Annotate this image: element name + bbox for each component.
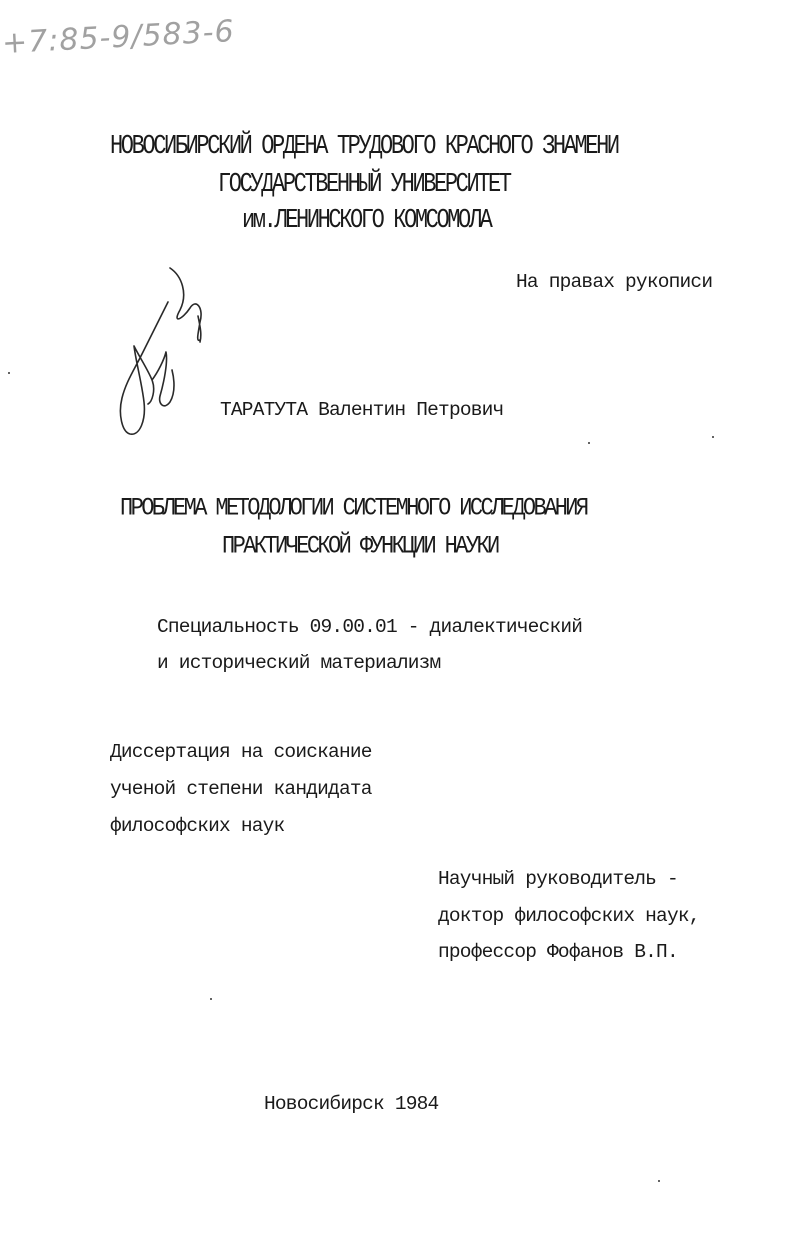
scan-speck: [8, 372, 10, 374]
manuscript-note: На правах рукописи: [516, 271, 713, 293]
supervisor-line-3: профессор Фофанов В.П.: [438, 941, 678, 963]
scan-speck: [712, 436, 714, 438]
institution-line-1: НОВОСИБИРСКИЙ ОРДЕНА ТРУДОВОГО КРАСНОГО ЗНАМЕНИ: [110, 131, 618, 162]
dissertation-line-1: Диссертация на соискание: [110, 741, 372, 763]
scan-speck: [588, 442, 590, 444]
supervisor-line-2: доктор философских наук,: [438, 905, 700, 927]
dissertation-line-2: ученой степени кандидата: [110, 778, 372, 800]
city-year: Новосибирск 1984: [264, 1093, 439, 1115]
dissertation-title-line-1: ПРОБЛЕМА МЕТОДОЛОГИИ СИСТЕМНОГО ИССЛЕДОВАНИЯ: [120, 493, 587, 523]
dissertation-line-3: философских наук: [110, 815, 285, 837]
signature-icon: [112, 262, 212, 442]
specialty-line-2: и исторический материализм: [157, 652, 441, 674]
author-name: ТАРАТУТА Валентин Петрович: [220, 399, 504, 421]
archive-handwritten-mark: +7:85-9/583-6: [1, 13, 236, 62]
supervisor-line-1: Научный руководитель -: [438, 868, 678, 890]
scan-speck: [210, 998, 212, 1000]
scan-speck: [658, 1180, 660, 1182]
institution-line-2: ГОСУДАРСТВЕННЫЙ УНИВЕРСИТЕТ: [218, 169, 510, 200]
specialty-line-1: Специальность 09.00.01 - диалектический: [157, 616, 583, 638]
dissertation-title-line-2: ПРАКТИЧЕСКОЙ ФУНКЦИИ НАУКИ: [222, 531, 498, 561]
institution-line-3: им.ЛЕНИНСКОГО КОМСОМОЛА: [242, 205, 491, 236]
